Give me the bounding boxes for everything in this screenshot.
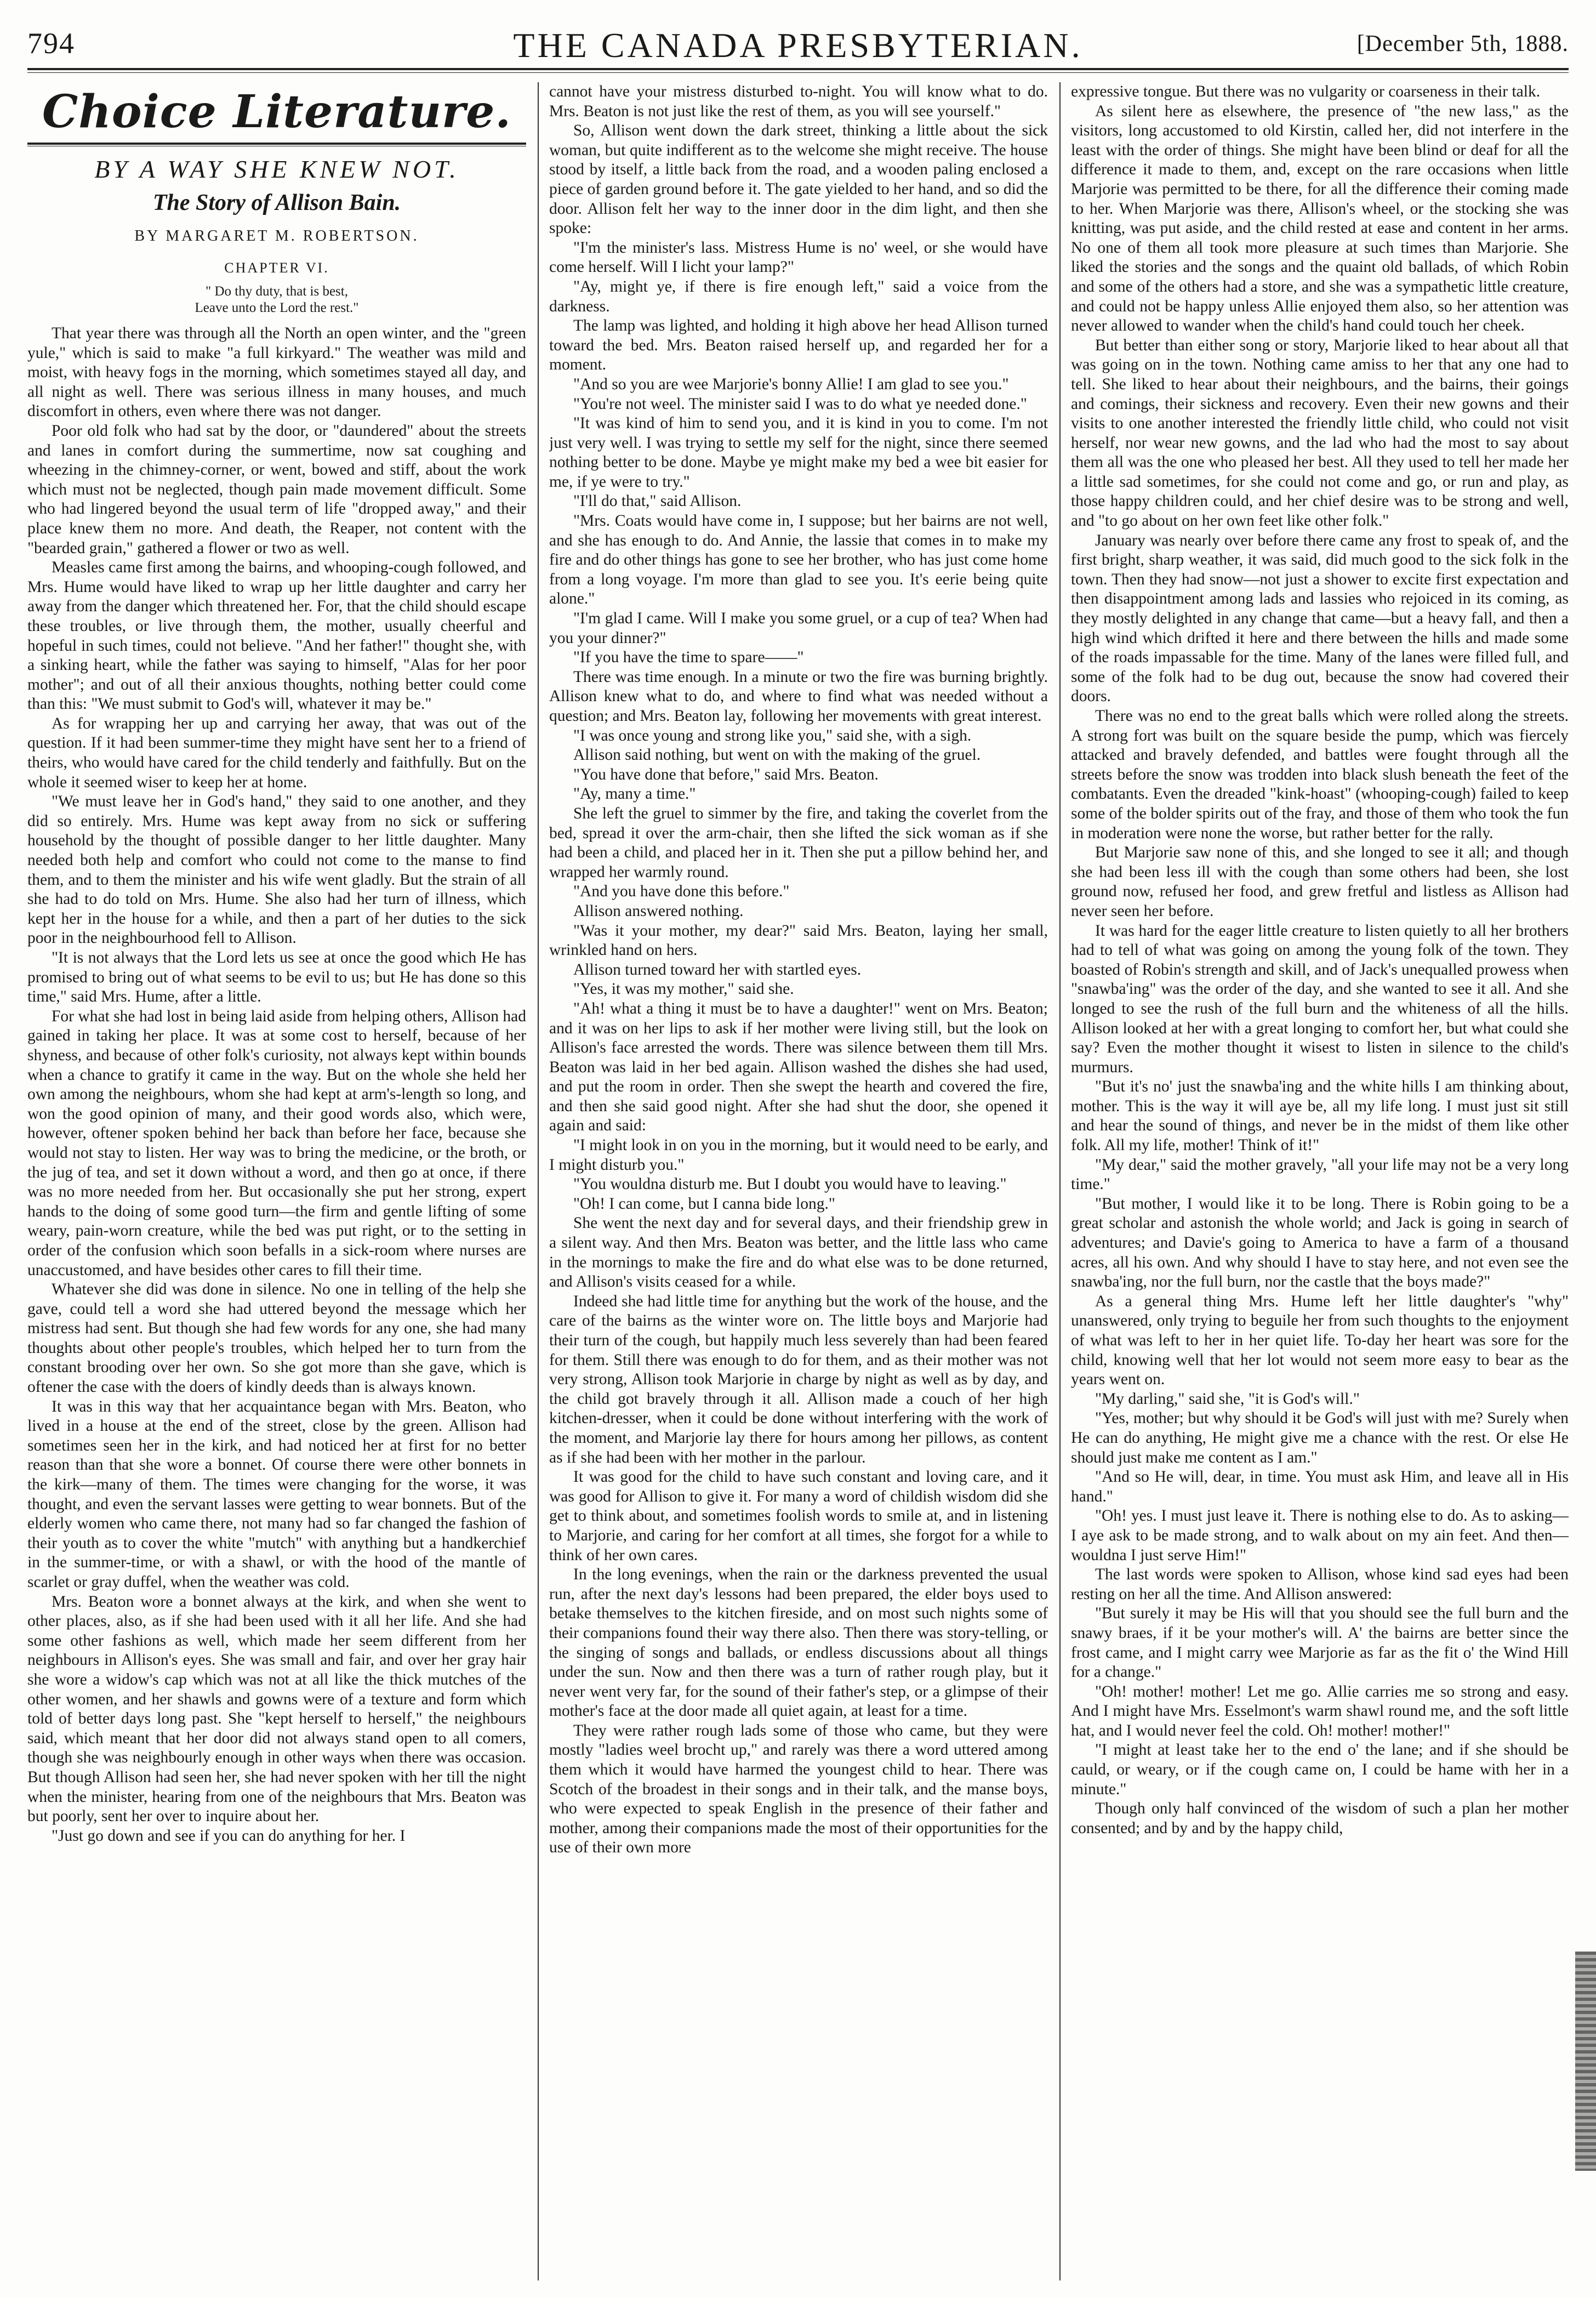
page-edge-scan-artifact bbox=[1575, 1952, 1596, 2171]
paragraph: She left the gruel to simmer by the fire, and taking the coverlet from the bed, spread it over the arm-chair, then she lifted the sick woman as if she had been a child, and placed her in it. Then she put a pillow behind her, and wrapped her warmly round. bbox=[549, 804, 1048, 881]
paragraph: As a general thing Mrs. Hume left her little daughter's "why" unanswered, only trying to beguile her from such thoughts to the enjoyment of what was left to her in her quiet life. To-day her heart was sore for the child, knowing well that her lot would not seem more easy to bear as the years went on. bbox=[1071, 1292, 1569, 1389]
paragraph: So, Allison went down the dark street, thinking a little about the sick woman, but quite indifferent as to the welcome she might receive. The house stood by itself, a little back from the road, and a wooden paling enclosed a piece of garden ground before it. The gate yielded to her hand, and so did the door. Allison felt her way to the inner door in the dim light, and then she spoke: bbox=[549, 122, 1048, 237]
column-2 bbox=[549, 82, 1048, 2275]
paragraph: January was nearly over before there came any frost to speak of, and the first bright, sharp weather, it was said, did much good to the sick folk in the town. Then they had snow—not just a shower to excite first expectation and then disappointment among lads and lassies who rejoiced in its coming, as they mostly delighted in any change that came—but a heavy fall, and then a high wind which drifted it here and there between the hills and made some of the roads impassable for the time. Many of the lanes were filled full, and some of the folk had to be dug out, because the snow had covered their doors. bbox=[1071, 531, 1569, 706]
paragraph: It was good for the child to have such constant and loving care, and it was good for Allison to give it. For many a word of childish wisdom did she get to think about, and sometimes foolish words to smile at, and in listening to Marjorie, and caring for her comfort at all times, she forgot for a while to think of her own cares. bbox=[549, 1468, 1048, 1564]
column-3 bbox=[1071, 82, 1569, 2275]
paragraph: Mrs. Beaton wore a bonnet always at the kirk, and when she went to other places, also, as if she had been used with it all her life. And she had some other fashions as well, which made her seem different from her neighbours in Allison's eyes. She was small and fair, and over her gray hair she wore a widow's cap which was not at all like the thick mutches of the other women, and her shawls and gowns were of a texture and form which told of better days long past. She "kept herself to herself," the neighbours said, which meant that her door did not always stand open to all comers, though she was neighbourly enough in other ways when there was occasion. But though Allison had seen her, she had never spoken with her till the night when the minister, hearing from one of the neighbours that Mrs. Beaton was but poorly, sent her over to inquire about her. bbox=[27, 1592, 526, 1825]
paragraph: "And you have done this before." bbox=[573, 883, 790, 901]
paragraph: "It was kind of him to send you, and it is kind in you to come. I'm not just very well. I was trying to settle my self for the night, since there seemed nothing better to be done. Maybe ye might make my bed a wee bit easier for me, if ye were to try." bbox=[549, 414, 1048, 491]
paragraph: Measles came first among the bairns, and whooping-cough followed, and Mrs. Hume would have liked to wrap up her little daughter and carry her away from the danger which threatened her. For, that the child should escape these troubles, or live through them, the mother, usually cheerful and hopeful in such times, could not believe. "And her father!" thought she, with a sinking heart, while the father was saying to himself, "Alas for her poor mother"; and out of all their anxious thoughts, nothing better could come than this: "We must submit to God's will, whatever it may be." bbox=[27, 559, 526, 713]
paragraph: "You wouldna disturb me. But I doubt you would have to leaving." bbox=[573, 1175, 1007, 1193]
paragraph: "Oh! yes. I must just leave it. There is nothing else to do. As to asking—I aye ask to be made strong, and to walk about on my ain feet. And then—wouldna I just serve Him!" bbox=[1071, 1507, 1569, 1564]
paragraph: She went the next day and for several days, and their friendship grew in a silent way. And then Mrs. Beaton was better, and the little lass who came in the mornings to make the fire and do what else was to be done returned, and Allison's visits ceased for a while. bbox=[549, 1214, 1048, 1291]
paragraph: "Mrs. Coats would have come in, I suppose; but her bairns are not well, and she has enough to do. And Annie, the lassie that comes in to make my fire and do other things has gone to see her brother, who has just come home from a long voyage. I'm more than glad to see you. It's eerie being quite alone." bbox=[549, 512, 1048, 608]
paragraph: "But it's no' just the snawba'ing and the white hills I am thinking about, mother. This is the way it will aye be, all my life long. I must just sit still and hear the sound of things, and never be in the midst of them like other folk. All my life, mother! Think of it!" bbox=[1071, 1078, 1569, 1154]
page-number: 794 bbox=[27, 27, 75, 60]
story-subtitle: The Story of Allison Bain. bbox=[152, 190, 401, 215]
section-title: Choice Literature. bbox=[42, 86, 511, 138]
paragraph: Though only half convinced of the wisdom of such a plan her mother consented; and by and by the happy child, bbox=[1071, 1800, 1569, 1837]
paragraph: They were rather rough lads some of those who came, but they were mostly "ladies weel brocht up," and rarely was there a word uttered among them which it would have harmed the youngest child to hear. There was Scotch of the broadest in their songs and in their talk, and the manse boys, who were expected to speak English in the presence of their father and mother, among their companions made the most of their opportunities for the use of their own more bbox=[549, 1721, 1048, 1857]
paragraph: "Oh! mother! mother! Let me go. Allie carries me so strong and easy. And I might have Mrs. Esselmont's warm shawl round me, and the soft little hat, and I would never feel the cold. Oh! mother! mother!" bbox=[1071, 1682, 1569, 1739]
paragraph: That year there was through all the North an open winter, and the "green yule," which is said to make "a full kirkyard." The weather was mild and moist, with heavy fogs in the morning, which sometimes stayed all day, and all night as well. There was serious illness in many houses, and much discomfort in others, even where there was not danger. bbox=[27, 325, 526, 420]
epigraph bbox=[27, 283, 526, 316]
paragraph: Poor old folk who had sat by the door, or "daundered" about the streets and lanes in comfort during the summertime, now sat coughing and wheezing in the chimney-corner, or went, bowed and stiff, about the work which must not be neglected, though pain made movement difficult. Some who had lingered beyond the usual term of life "dropped away," and their place knew them no more. And death, the Reaper, not content with the "bearded grain," gathered a flower or two as well. bbox=[27, 422, 526, 557]
masthead: THE CANADA PRESBYTERIAN. bbox=[513, 26, 1083, 65]
paragraph: "My darling," said she, "it is God's will." bbox=[1095, 1390, 1360, 1408]
paragraph: Allison turned toward her with startled eyes. bbox=[573, 960, 862, 979]
column-divider bbox=[1059, 82, 1061, 2280]
paragraph: "I'm the minister's lass. Mistress Hume is no' weel, or she would have come herself. Will I licht your lamp?" bbox=[549, 238, 1048, 276]
paragraph: "If you have the time to spare——" bbox=[573, 649, 804, 667]
paragraph: Allison said nothing, but went on with the making of the gruel. bbox=[573, 746, 981, 764]
paragraph: But better than either song or story, Marjorie liked to hear about all that was going on in the town. Nothing came amiss to her that any one had to tell. She liked to hear about their neighbours, and the bairns, their goings and comings, their sickness and recovery. Even their new gowns and their visits to one another interested the friendly little child, who could not visit herself, nor wear new gowns, and the lad who had the most to say about them all was the one who pleased her best. All they used to tell her made her a little sad sometimes, for she could not come and go, or run and play, as those happy children could, and her chief desire was to be strong and well, and "to go about on her own feet like other folk." bbox=[1071, 336, 1569, 530]
column-body bbox=[1071, 82, 1569, 1838]
header-rule bbox=[27, 68, 1569, 70]
paragraph: "And so He will, dear, in time. You must ask Him, and leave all in His hand." bbox=[1071, 1468, 1569, 1505]
column-body bbox=[27, 324, 526, 1846]
paragraph: "Ah! what a thing it must be to have a daughter!" went on Mrs. Beaton; and it was on her lips to ask if her mother were living still, but the look on Allison's face arrested the words. There was silence between them till Mrs. Beaton was laid in her bed again. Allison washed the dishes she had used, and put the room in order. Then she swept the hearth and covered the fire, and then she said good night. After she had shut the door, she opened it again and said: bbox=[549, 999, 1048, 1135]
paragraph: "Yes, it was my mother," said she. bbox=[573, 980, 794, 998]
paragraph: There was time enough. In a minute or two the fire was burning brightly. Allison knew what to do, and where to find what was needed without a question; and Mrs. Beaton lay, following her movements with great interest. bbox=[549, 668, 1048, 725]
byline: BY MARGARET M. ROBERTSON. bbox=[134, 227, 419, 244]
story-title: BY A WAY SHE KNEW NOT. bbox=[94, 155, 459, 183]
paragraph: Indeed she had little time for anything but the work of the house, and the care of the bairns as the winter wore on. The little boys and Marjorie had their turn of the cough, but happily much less severely than had been feared for them. Still there was enough to do for them, and as their mother was not very strong, Allison took Marjorie in charge by night as well as by day, and the child got bravely through it all. Allison made a couch of her high kitchen-dresser, when it could be done without interfering with the work of the moment, and Marjorie lay there for hours among her pillows, as content as if she had been with her mother in the parlour. bbox=[549, 1292, 1048, 1466]
paragraph: "Oh! I can come, but I canna bide long." bbox=[573, 1194, 835, 1213]
paragraph: As for wrapping her up and carrying her away, that was out of the question. If it had been summer-time they might have sent her to a friend of theirs, who would have cared for the child tenderly and faithfully. But on the whole it seemed wiser to keep her at home. bbox=[27, 714, 526, 791]
column-divider bbox=[538, 82, 539, 2280]
epigraph-line: " Do thy duty, that is best, bbox=[206, 284, 348, 299]
paragraph: "Ay, might ye, if there is fire enough left," said a voice from the darkness. bbox=[549, 277, 1048, 315]
paragraph: "Ay, many a time." bbox=[573, 785, 696, 803]
page-header bbox=[27, 26, 1569, 66]
paragraph: "I might look in on you in the morning, but it would need to be early, and I might disturb you." bbox=[549, 1136, 1048, 1174]
paragraph: As silent here as elsewhere, the presence of "the new lass," as the visitors, long accustomed to old Kirstin, called her, did not interfere in the least with the order of things. She might have been blind or deaf for all the difference it made to them, and, except on the rare occasions when little Marjorie was permitted to be there, for all the difference their coming made to her. When Marjorie was there, Allison's wheel, or the stocking she was knitting, was put aside, and the child rested at ease and content in her arms. No one of them all took more pleasure at such times than Marjorie. She liked the stories and the songs and the quaint old ballads, of which Robin and some of the others had a store, and she was a sympathetic little creature, and could not be happy unless Allie enjoyed them also, so her attention was never allowed to wander when the child's hand could touch her cheek. bbox=[1071, 102, 1569, 335]
issue-date: [December 5th, 1888. bbox=[1356, 31, 1569, 56]
paragraph: "It is not always that the Lord lets us see at once the good which He has promised to bring out of what seems to be evil to us; but He has done so this time," said Mrs. Hume, after a little. bbox=[27, 949, 526, 1006]
paragraph: "I might at least take her to the end o' the lane; and if she should be cauld, or weary, or if the cough came on, I could be hame with her in a minute." bbox=[1071, 1741, 1569, 1798]
paragraph: "I'm glad I came. Will I make you some gruel, or a cup of tea? When had you your dinner?" bbox=[549, 610, 1048, 647]
paragraph: In the long evenings, when the rain or the darkness prevented the usual run, after the next day's lessons had been prepared, the elder boys used to betake themselves to the kitchen fireside, and on most such nights some of their companions found their way there also. Then there was story-telling, or the singing of songs and ballads, or endless discussions about all things under the sun. Now and then there was a turn of rather rough play, but it never went very far, for the sound of their father's step, or a glimpse of their mother's face at the door made all quiet again, at least for a time. bbox=[549, 1566, 1048, 1720]
paragraph: "I was once young and strong like you," said she, with a sigh. bbox=[573, 726, 972, 744]
paragraph: The lamp was lighted, and holding it high above her head Allison turned toward the bed. Mrs. Beaton raised herself up, and regarded her for a moment. bbox=[549, 317, 1048, 374]
paragraph: The last words were spoken to Allison, whose kind sad eyes had been resting on her all the time. And Allison answered: bbox=[1071, 1566, 1569, 1603]
epigraph-line: Leave unto the Lord the rest." bbox=[195, 300, 359, 315]
paragraph: "And so you are wee Marjorie's bonny Allie! I am glad to see you." bbox=[573, 375, 1009, 393]
column-1 bbox=[27, 82, 526, 2275]
paragraph: "But surely it may be His will that you should see the full burn and the snawy braes, if it be your mother's will. A' the bairns are better since the frost came, and I might carry wee Marjorie as far as the fit o' the Wind Hill for a change." bbox=[1071, 1605, 1569, 1681]
paragraph: It was hard for the eager little creature to listen quietly to all her brothers had to tell of what was going on among the young folk of the town. They boasted of Robin's strength and skill, and of Jack's unequalled prowess when "snawba'ing" was the order of the day, and she wanted to see it all. And she longed to see the rush of the full burn and the whiteness of all the hills. Allison looked at her with a great longing to comfort her, but what could she say? Even the mother thought it wisest to listen in silence to the child's murmurs. bbox=[1071, 922, 1569, 1076]
paragraph: "Just go down and see if you can do anything for her. I bbox=[52, 1827, 406, 1845]
paragraph: It was in this way that her acquaintance began with Mrs. Beaton, who lived in a house at the end of the street, close by the green. Allison had sometimes seen her in the kirk, and had noticed her at first for no better reason than that she wore a bonnet. Of course there were other bonnets in the kirk—many of them. The times were changing for the worse, it was thought, and even the servant lasses were getting to wear bonnets. But of the elderly women who came there, not many had so far changed the fashion of their youth as to cover the white "mutch" with anything but a handkerchief in the summer-time, or with a shawl, or with the hood of the mantle of scarlet or gray duffel, when the weather was cold. bbox=[27, 1397, 526, 1591]
paragraph: "You're not weel. The minister said I was to do what ye needed done." bbox=[573, 395, 1027, 413]
header-rule-thin bbox=[27, 72, 1569, 73]
paragraph: "I'll do that," said Allison. bbox=[573, 492, 742, 510]
paragraph: "My dear," said the mother gravely, "all your life may not be a very long time." bbox=[1071, 1156, 1569, 1193]
paragraph: Allison answered nothing. bbox=[573, 902, 744, 920]
paragraph: "You have done that before," said Mrs. Beaton. bbox=[573, 765, 879, 783]
paragraph: Whatever she did was done in silence. No one in telling of the help she gave, could tell a word she had uttered beyond the message which her mistress had sent. But though she had few words for any one, she had many thoughts about other people's troubles, which helped her to turn from the constant brooding over her own. So she got more than she gave, which is oftener the case with the doers of kindly deeds than is always known. bbox=[27, 1281, 526, 1396]
paragraph: "Yes, mother; but why should it be God's will just with me? Surely when He can do anything, He might give me a chance with the rest. Or else He should just make me content as I am." bbox=[1071, 1409, 1569, 1466]
paragraph: cannot have your mistress disturbed to-night. You will know what to do. Mrs. Beaton is not just like the rest of them, as you will see yourself." bbox=[549, 83, 1048, 120]
column-body bbox=[549, 82, 1048, 1858]
paragraph: "Was it your mother, my dear?" said Mrs. Beaton, laying her small, wrinkled hand on hers. bbox=[549, 922, 1048, 959]
paragraph: There was no end to the great balls which were rolled along the streets. A strong fort was built on the square beside the pump, which was fiercely attacked and bravely defended, and battles were fought through all the streets before the snow was trodden into black slush beneath the feet of the combatants. Even the dreaded "kink-hoast" (whooping-cough) failed to keep some of the bolder spirits out of the fray, and those of them who took the fun in moderation were none the worse, but rather better for the rally. bbox=[1071, 707, 1569, 842]
paragraph: "But mother, I would like it to be long. There is Robin going to be a great scholar and astonish the whole world; and Jack is going in search of adventures; and Davie's going to America to have a farm of a thousand acres, all his own. And why should I have to stay here, and not even see the snawba'ing, nor the full burn, nor the castle that the boys made?" bbox=[1071, 1194, 1569, 1291]
paragraph: For what she had lost in being laid aside from helping others, Allison had gained in taking her place. It was at some cost to herself, because of her shyness, and because of other folk's curiosity, not always kept within bounds when a chance to gratify it came in the way. But on the whole she held her own among the neighbours, whom she had kept at arm's-length so long, and won the good opinion of many, and their good words also, which were, however, oftener spoken behind her back than before her face, because she would not stay to listen. Her way was to bring the medicine, or the broth, or the jug of tea, and set it down without a word, and then go at once, if there was no more needed from her. But occasionally she put her strong, expert hands to the doing of some good turn—the firm and gentle lifting of some weary, pain-worn creature, while the bed was put right, or to the setting in order of the confusion which soon befalls in a sick-room where nurses are unaccustomed, and have besides other cares to fill their time. bbox=[27, 1007, 526, 1279]
title-rule bbox=[27, 143, 526, 145]
paragraph: But Marjorie saw none of this, and she longed to see it all; and though she had been less ill with the cough than some others had been, she lost ground now, refused her food, and grew fretful and listless as Allison had never seen her before. bbox=[1071, 844, 1569, 920]
paragraph: "We must leave her in God's hand," they said to one another, and they did so entirely. Mrs. Hume was kept away from no sick or suffering household by the thought of possible danger to her little daughter. Many needed both help and comfort who could not come to the manse to find them, and to them the minister and his wife went gladly. But the strain of all she had to do told on Mrs. Hume. She also had her turn of illness, which kept her in the house for a while, and then a part of her duties to the sick poor in the neighbourhood fell to Allison. bbox=[27, 793, 526, 947]
chapter-heading: CHAPTER VI. bbox=[224, 260, 329, 276]
paragraph: expressive tongue. But there was no vulgarity or coarseness in their talk. bbox=[1071, 83, 1541, 100]
